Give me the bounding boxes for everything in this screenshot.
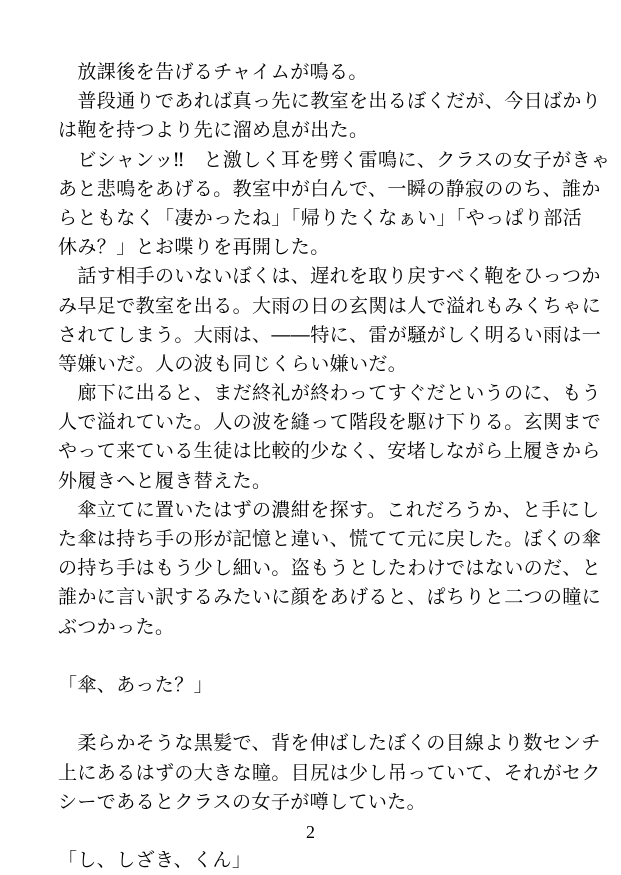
- document-page: [58, 58, 611, 872]
- text-line: た傘は持ち手の形が記憶と違い、慌てて元に戻した。ぼくの傘: [58, 528, 602, 550]
- text-line: シーであるとクラスの女子が噂していた。: [58, 790, 427, 813]
- text-line: らともなく「凄かったね」「帰りたくなぁい」「やっぱり部活: [58, 206, 583, 229]
- dialogue-line: 「し、しざき、くん」: [58, 849, 252, 872]
- text-line: 普段通りであれば真っ先に教室を出るぼくだが、今日ばかり: [58, 90, 602, 113]
- text-line: 休み？」とお喋りを再開した。: [58, 236, 330, 259]
- text-line: やって来ている生徒は比較的少なく、安堵しながら上履きから: [58, 440, 601, 463]
- page-number: 2: [306, 822, 315, 842]
- text-line: の持ち手はもう少し細い。盗もうとしたわけではないのだ、と: [58, 557, 602, 580]
- text-line: 放課後を告げるチャイムが鳴る。: [58, 61, 368, 83]
- text-line: されてしまう。大雨は、――特に、雷が騒がしく明るい雨は一: [58, 323, 602, 346]
- text-line: 人で溢れていた。人の波を縫って階段を駆け下りる。玄関まで: [58, 411, 602, 434]
- text-line: ビシャンッ‼ と激しく耳を劈く雷鳴に、クラスの女子がきゃ: [58, 148, 611, 171]
- blank-line: [58, 642, 578, 671]
- text-line: 話す相手のいないぼくは、遅れを取り戻すべく鞄をひっつか: [58, 265, 601, 288]
- text-line: み早足で教室を出る。大雨の日の玄関は人で溢れもみくちゃに: [58, 294, 602, 317]
- text-line: 等嫌いだ。人の波も同じくらい嫌いだ。: [58, 352, 408, 375]
- text-line: ぶつかった。: [58, 615, 175, 638]
- blank-line: [58, 700, 578, 729]
- text-line: 柔らかそうな黒髪で、背を伸ばしたぼくの目線より数センチ: [58, 732, 601, 755]
- text-line: あと悲鳴をあげる。教室中が白んで、一瞬の静寂ののち、誰か: [58, 177, 601, 200]
- text-line: は鞄を持つより先に溜め息が出た。: [58, 119, 369, 142]
- text-line: 外履きへと履き替えた。: [58, 469, 272, 492]
- text-line: 誰かに言い訳するみたいに顔をあげると、ぱちりと二つの瞳に: [58, 586, 602, 609]
- dialogue-line: 「傘、あった？」: [58, 673, 214, 696]
- body-text: [58, 58, 611, 875]
- text-line: 廊下に出ると、まだ終礼が終わってすぐだというのに、もう: [58, 382, 602, 405]
- text-line: 上にあるはずの大きな瞳。目尻は少し吊っていて、それがセク: [58, 761, 601, 784]
- text-line: 傘立てに置いたはずの濃紺を探す。これだろうか、と手にし: [58, 498, 600, 521]
